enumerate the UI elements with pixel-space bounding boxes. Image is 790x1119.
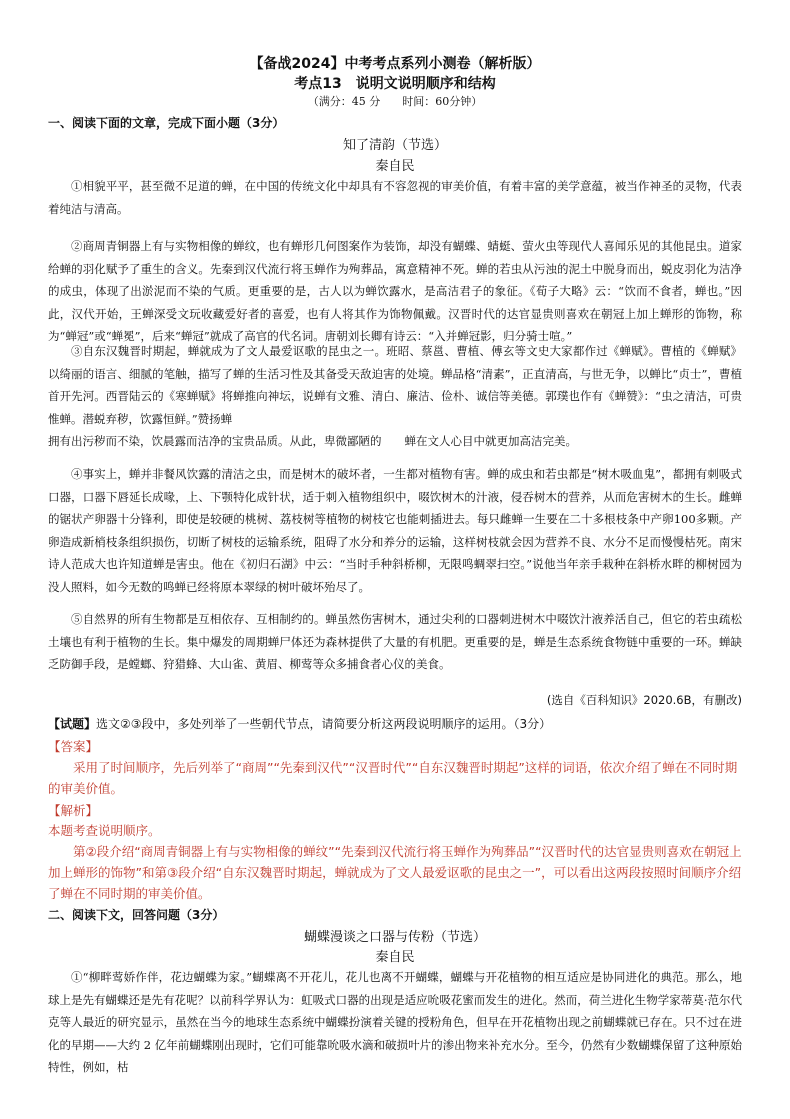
- analysis-intro: 本题考查说明顺序。: [48, 823, 161, 838]
- paragraph-4: ④事实上，蝉并非餐风饮露的清洁之虫，而是树木的破坏者，一生都对植物有害。蝉的成虫和若虫都是“树木吸血鬼”，都拥有刺吸式口器，口器下唇延长成喙，上、下颚特化成针状，适于刺入植物组织中，啜饮树木的汁液，侵吞树木的营养，从而危害树木的生长。雌蝉的锯状产卵器十分锋利，即使是较硬的桃树、荔枝树等植物的树枝它也能刺插进去。每只雌蝉一生要在二十多根枝条中产卵100多颗。产卵造成新梢枝条组织损伤，切断了树枝的运输系统，阻碍了水分和养分的运输，这样树枝就会因为营养不良、水分不足而慢慢枯死。南宋诗人范成大也许知道蝉是害虫。他在《初归石湖》中云：“当时手种斜桥柳，无限鸣蜩翠扫空。”说他当年亲手栽种在斜桥水畔的柳树园为没人照料，如今无数的鸣蝉已经将原本翠绿的树叶破坏殆尽了。: [48, 467, 742, 594]
- paragraph-1: ①相貌平平，甚至微不足道的蝉，在中国的传统文化中却具有不容忽视的审美价值，有着丰富的美学意蕴，被当作神圣的灵物，代表着纯洁与清高。: [48, 179, 742, 216]
- analysis-tag: 【解析】: [48, 803, 99, 818]
- document-subtitle: 考点13 说明文说明顺序和结构: [294, 76, 496, 92]
- article-source: (选自《百科知识》2020.6B，有删改): [546, 693, 742, 707]
- paragraph-3-continued: 拥有出污秽而不染，饮晨露而洁净的宝贵品质。从此，卑微鄙陋的 蝉在文人心目中就更加高洁完美。: [48, 434, 577, 448]
- exam-meta: （满分：45 分 时间：60分钟）: [307, 95, 483, 108]
- paragraph-3: ③自东汉魏晋时期起，蝉就成为了文人最爱讴歌的昆虫之一。班昭、蔡邕、曹植、傅玄等文史大家都作过《蝉赋》。曹植的《蝉赋》以绮丽的语言、细腻的笔触，描写了蝉的生活习性及其备受天敌迫害的处境。蝉品格“清素”，正直清高，与世无争，以蝉比“贞士”，曹植首开先河。西晋陆云的《寒蝉赋》将蝉推向神坛，说蝉有文雅、清白、廉洁、俭朴、诚信等美德。郭璞也作有《蝉赞》：“虫之清洁，可贵惟蝉。潜蜕弃秽，饮露恒鲜。”赞扬蝉: [48, 344, 742, 426]
- section2-paragraph-1: ①“柳畔莺娇作伴，花边蝴蝶为家。”蝴蝶离不开花儿，花儿也离不开蝴蝶，蝴蝶与开花植物的相互适应是协同进化的典范。那么，地球上是先有蝴蝶还是先有花呢？以前科学界认为：虹吸式口器的出现是适应吮吸花蜜而发生的进化。然而，荷兰进化生物学家蒂莫·范尔代克等人最近的研究显示，虽然在当今的地球生态系统中蝴蝶扮演着关键的授粉角色，但早在开花植物出现之前蝴蝶就已存在。只不过在进化的早期——大约 2 亿年前蝴蝶刚出现时，它们可能靠吮吸水滴和破损叶片的渗出物来补充水分。至今，仍然有少数蝴蝶保留了这种原始特性，例如，枯: [48, 970, 742, 1074]
- section2-author: 秦自民: [375, 950, 415, 965]
- question-text: 选文②③段中，多处列举了一些朝代节点，请简要分析这两段说明顺序的运用。（3分）: [96, 717, 552, 731]
- section1-author: 秦自民: [375, 159, 415, 174]
- question: [48, 715, 742, 732]
- document-title: 【备战2024】中考考点系列小测卷（解析版）: [249, 56, 541, 72]
- section1-heading: 一、阅读下面的文章，完成下面小题（3分）: [48, 116, 285, 130]
- question-label: 【试题】: [48, 717, 97, 731]
- section1-article-title: 知了清韵（节选）: [342, 138, 447, 153]
- answer-text: 采用了时间顺序，先后列举了“商周”“先秦到汉代”“汉晋时代”“自东汉魏晋时期起”这样的词语，依次介绍了蝉在不同时期的审美价值。: [48, 760, 738, 796]
- section2-heading: 二、阅读下文，回答问题（3分）: [48, 908, 225, 922]
- analysis-text: 第②段介绍“商周青铜器上有与实物相像的蝉纹”“先秦到汉代流行将玉蝉作为殉葬品”“汉晋时代的达官显贵则喜欢在朝冠上加上蝉形的饰物”和第③段介绍“自东汉魏晋时期起，蝉就成为了文人最爱讴歌的昆虫之一”，可以看出这两段按照时间顺序介绍了蝉在不同时期的审美价值。: [48, 844, 742, 901]
- answer-tag: 【答案】: [48, 739, 99, 754]
- paragraph-5: ⑤自然界的所有生物都是互相依存、互相制约的。蝉虽然伤害树木，通过尖利的口器刺进树木中啜饮汁液养活自己，但它的若虫疏松土壤也有利于植物的生长。集中爆发的周期蝉尸体还为森林提供了大量的有机肥。更重要的是，蝉是生态系统食物链中重要的一环。蝉缺乏防御手段，是螳螂、狩猎蜂、大山雀、黄眉、柳莺等众多捕食者心仪的美食。: [48, 612, 742, 671]
- section2-article-title: 蝴蝶漫谈之口器与传粉（节选）: [303, 930, 486, 945]
- paragraph-2: ②商周青铜器上有与实物相像的蝉纹，也有蝉形几何图案作为装饰，却没有蝴蝶、蜻蜓、萤火虫等现代人喜闻乐见的其他昆虫。道家给蝉的羽化赋予了重生的含义。先秦到汉代流行将玉蝉作为殉葬品，寓意精神不死。蝉的若虫从污浊的泥土中脱身而出，蜕皮羽化为洁净的成虫，体现了出淤泥而不染的气质。更重要的是，古人以为蝉饮露水，是高洁君子的象征。《荀子大略》云：“饮而不食者，蝉也。”因此，汉代开始，王蝉深受文玩收藏爱好者的喜爱，也有人将其作为饰物佩戴。汉晋时代的达官显贵则喜欢在朝冠上加上蝉形的饰物，称为“蝉冠”或“蝉冕”，后来“蝉冠”就成了高官的代名词。唐朝刘长卿有诗云：“入并蝉冠影，归分骑士喧。”: [48, 239, 742, 343]
